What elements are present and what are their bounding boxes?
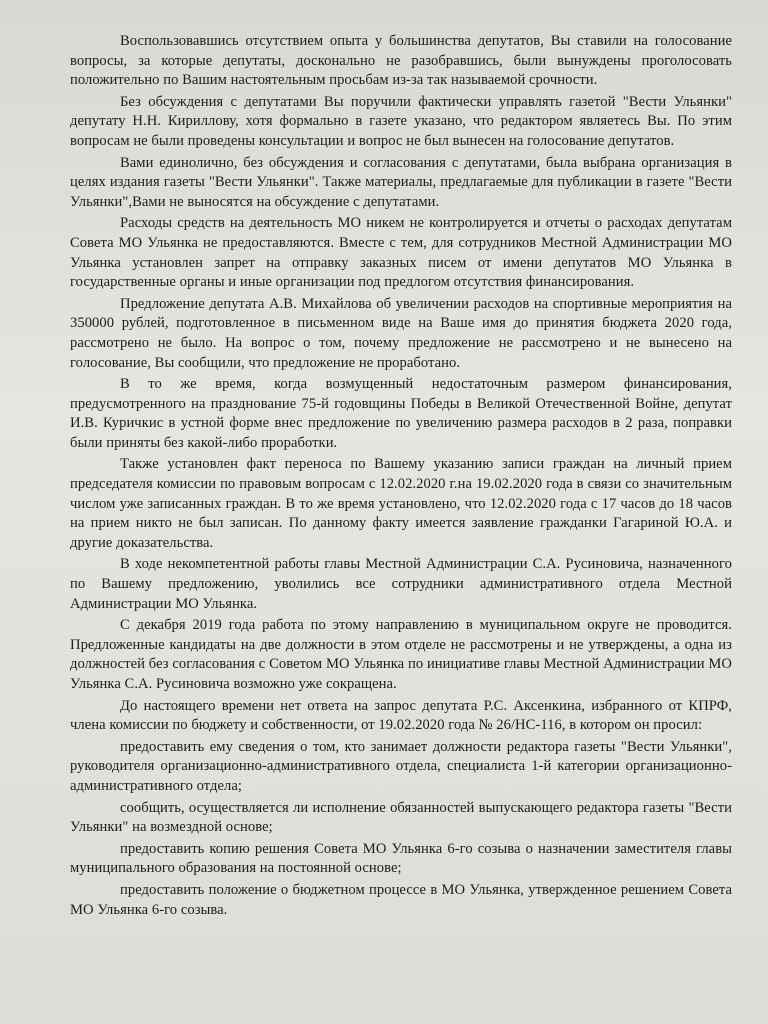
paragraph-5: Предложение депутата А.В. Михайлова об увеличении расходов на спортивные мероприятия на 350000 рублей, подготовленное в письменном виде на Ваше имя до принятия бюджета 2020 года, рассмотрено не было. На вопрос о том, почему предложение не рассмотрено и не вынесено на голосование, Вы сообщили, что предложение не проработано. [70, 295, 732, 371]
paragraph-6: В то же время, когда возмущенный недостаточным размером финансирования, предусмотренного на празднование 75-й годовщины Победы в Великой Отечественной Войне, депутат И.В. Куричкис в устной форме внес предложение по увеличению размера расходов в 2 раза, поправки были приняты без какой-либо проработки. [70, 376, 732, 451]
paragraph-7: Также установлен факт переноса по Вашему указанию записи граждан на личный прием председателя комиссии по правовым вопросам с 12.02.2020 г.на 19.02.2020 года в связи со значительным числом уже записанных граждан. В то же время установлено, что 12.02.2020 года с 17 часов до 18 часов на прием никто не был записан. По данному факту имеется заявление гражданки Гагариной Ю.А. и другие доказательства. [70, 456, 732, 551]
list-item-1: предоставить ему сведения о том, кто занимает должности редактора газеты "Вести Ульянки", руководителя организационно-административного отдела, специалиста 1-й категории организационно-административного отдела; [70, 738, 732, 794]
paragraph-4: Расходы средств на деятельность МО никем не контролируется и отчеты о расходах депутатам Совета МО Ульянка не предоставляются. Вместе с тем, для сотрудников Местной Администрации МО Ульянка установлен запрет на отправку заказных писем от имени депутатов МО Ульянка в государственные органы и иные организации под предлогом отсутствия финансирования. [70, 215, 732, 291]
paragraph-2: Без обсуждения с депутатами Вы поручили фактически управлять газетой "Вести Ульянки" депутату Н.Н. Кириллову, хотя формально в газете указано, что редактором являетесь Вы. По этим вопросам не были проведены консультации и вопрос не был вынесен на голосование депутатов. [70, 93, 732, 149]
paragraph-1: Воспользовавшись отсутствием опыта у большинства депутатов, Вы ставили на голосование вопросы, за которые депутаты, досконально не разобравшись, были вынуждены проголосовать положительно по Вашим настоятельным просьбам из-за так называемой срочности. [70, 33, 732, 89]
list-item-4: предоставить положение о бюджетном процессе в МО Ульянка, утвержденное решением Совета МО Ульянка 6-го созыва. [70, 881, 732, 918]
paragraph-10: До настоящего времени нет ответа на запрос депутата Р.С. Аксенкина, избранного от КПРФ, члена комиссии по бюджету и собственности, от 19.02.2020 года № 26/НС-116, в котором он просил: [70, 697, 732, 734]
list-item-3: предоставить копию решения Совета МО Ульянка 6-го созыва о назначении заместителя главы муниципального образования на постоянной основе; [70, 840, 732, 877]
paragraph-9: С декабря 2019 года работа по этому направлению в муниципальном округе не проводится. Предложенные кандидаты на две должности в этом отделе не рассмотрены и не утверждены, а одна из должностей без согласования с Советом МО Ульянка по инициативе главы Местной Администрации МО Ульянка С.А. Русиновича возможно уже сокращена. [70, 617, 732, 692]
paragraph-3: Вами единолично, без обсуждения и согласования с депутатами, была выбрана организация в целях издания газеты "Вести Ульянки". Также материалы, предлагаемые для публикации в газете "Вести Ульянки",Вами не выносятся на обсуждение с депутатами. [70, 154, 732, 210]
list-item-2: сообщить, осуществляется ли исполнение обязанностей выпускающего редактора газеты "Вести Ульянки" на возмездной основе; [70, 799, 732, 836]
paragraph-8: В ходе некомпетентной работы главы Местной Администрации С.А. Русиновича, назначенного по Вашему предложению, уволились все сотрудники административного отдела Местной Администрации МО Ульянка. [70, 556, 732, 612]
